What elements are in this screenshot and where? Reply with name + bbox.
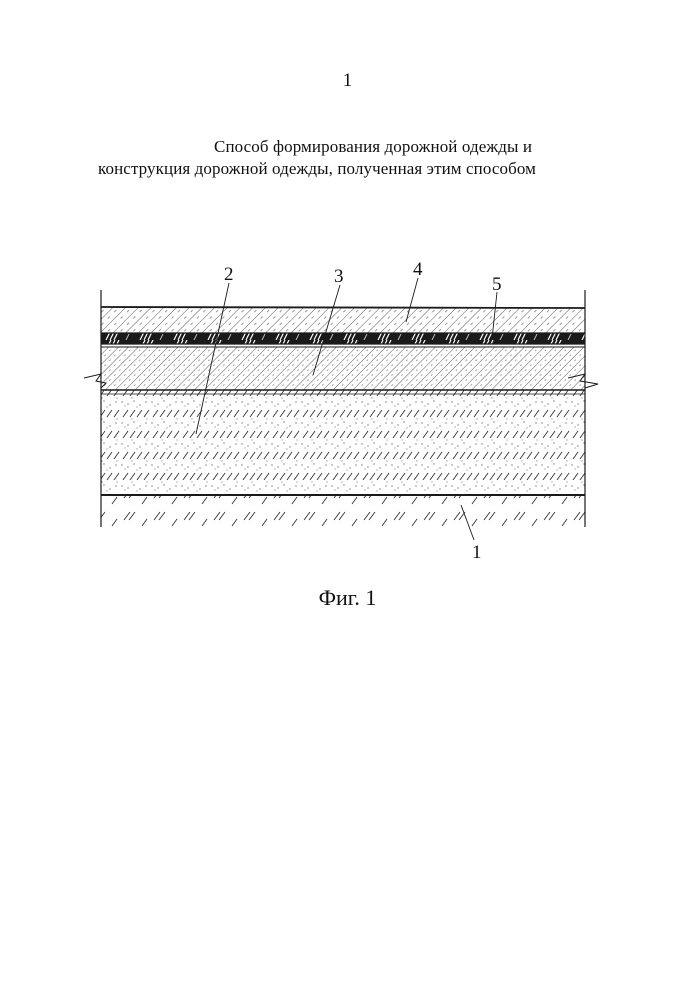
- road-pavement-cross-section: [0, 240, 695, 580]
- document-title-line-2: конструкция дорожной одежды, полученная этим способом: [98, 159, 537, 178]
- label-subgrade: 1: [472, 542, 482, 563]
- surface-line: [101, 307, 585, 308]
- subgrade-layer: [101, 495, 585, 527]
- page-number: 1: [342, 70, 353, 91]
- base-layer: [101, 390, 585, 495]
- label-interlayer: 5: [492, 274, 502, 295]
- figure-caption: Фиг. 1: [318, 585, 377, 610]
- top-layer: [101, 308, 585, 333]
- document-title-line-1: Способ формирования дорожной одежды и: [214, 137, 533, 156]
- middle-layer: [101, 347, 585, 390]
- label-top-layer: 4: [413, 259, 423, 280]
- label-base-layer: 2: [224, 264, 234, 285]
- interlayer: [101, 333, 585, 344]
- label-middle-layer: 3: [334, 266, 344, 287]
